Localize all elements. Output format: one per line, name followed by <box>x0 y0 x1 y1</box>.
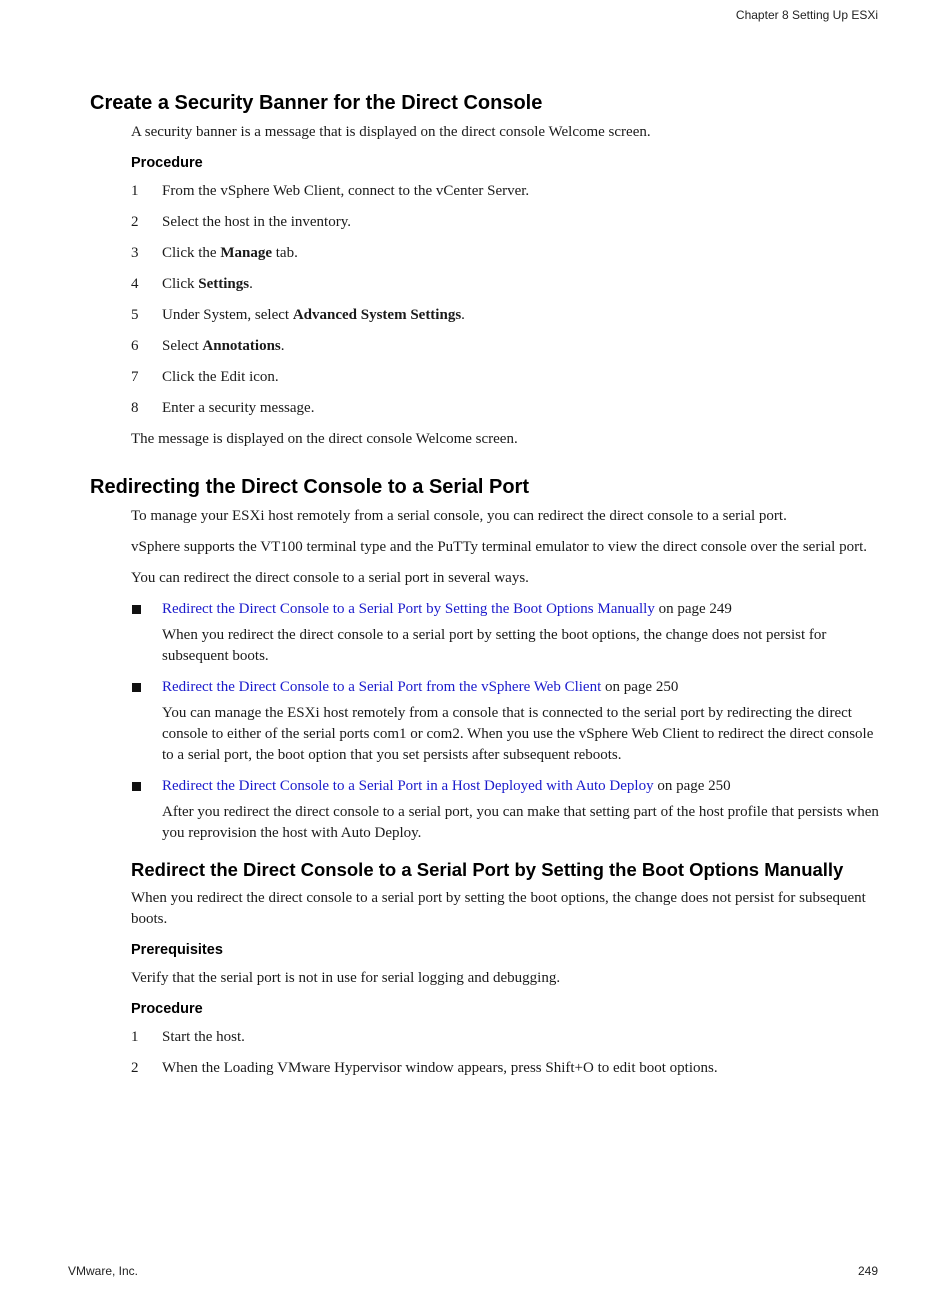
page-number: 249 <box>857 1264 878 1278</box>
procedure-heading: Procedure <box>131 155 203 171</box>
security-banner-steps <box>131 181 880 419</box>
page-content <box>90 90 880 1089</box>
list-item: Redirect the Direct Console to a Serial Port from the vSphere Web Client on page 250 You can manage the ESXi host remotely from a console that is connected to the serial port by redirecting the direct console to either of the serial ports com1 or com2. When you use the vSphere Web Client to redirect the direct console to a serial port, the boot option that you set persists after subsequent reboots. <box>131 677 880 766</box>
prerequisites-text: Verify that the serial port is not in use for serial logging and debugging. <box>131 970 561 986</box>
step-item: 8 Enter a security message. <box>131 400 315 416</box>
xref-link-web-client[interactable]: Redirect the Direct Console to a Serial Port from the vSphere Web Client <box>162 679 602 695</box>
step-item: 4 Click Settings. <box>131 276 253 292</box>
step-item: 6 Select Annotations. <box>131 338 285 354</box>
list-item-description: When you redirect the direct console to a serial port by setting the boot options, the change does not persist for subsequent boots. <box>162 627 827 664</box>
footer-company: VMware, Inc. <box>68 1264 139 1278</box>
bullet-square-icon <box>132 782 141 791</box>
step-item: 1 From the vSphere Web Client, connect to the vCenter Server. <box>131 183 530 199</box>
redirect-para-3: You can redirect the direct console to a serial port in several ways. <box>131 570 529 586</box>
boot-options-intro: When you redirect the direct console to a serial port by setting the boot options, the change does not persist for subsequent boots. <box>131 890 866 927</box>
running-footer <box>68 1264 878 1278</box>
step-item: 1 Start the host. <box>131 1029 245 1045</box>
subsection-title-boot-options: Redirect the Direct Console to a Serial Port by Setting the Boot Options Manually <box>131 859 844 880</box>
redirect-para-2: vSphere supports the VT100 terminal type and the PuTTy terminal emulator to view the direct console over the serial port. <box>131 539 867 555</box>
boot-options-steps <box>131 1027 880 1079</box>
list-item: Redirect the Direct Console to a Serial Port by Setting the Boot Options Manually on page 249 When you redirect the direct console to a serial port by setting the boot options, the change does not persist for subsequent boots. <box>131 599 880 667</box>
xref-link-boot-options[interactable]: Redirect the Direct Console to a Serial Port by Setting the Boot Options Manually <box>162 601 655 617</box>
section-title-redirecting-console: Redirecting the Direct Console to a Serial Port <box>90 476 529 498</box>
running-header: Chapter 8 Setting Up ESXi <box>735 8 878 22</box>
bullet-square-icon <box>132 605 141 614</box>
list-item-description: You can manage the ESXi host remotely from a console that is connected to the serial port by redirecting the direct console to either of the serial ports com1 or com2. When you use the vSphere Web Client to redirect the direct console to a serial port, the boot option that you set persists after subsequent reboots. <box>162 705 874 763</box>
list-item: Redirect the Direct Console to a Serial Port in a Host Deployed with Auto Deploy on page 250 After you redirect the direct console to a serial port, you can make that setting part of the host profile that persists when you reprovision the host with Auto Deploy. <box>131 776 880 844</box>
security-banner-intro: A security banner is a message that is displayed on the direct console Welcome screen. <box>131 124 651 140</box>
bullet-square-icon <box>132 683 141 692</box>
redirect-methods-list <box>131 599 880 844</box>
step-item: 5 Under System, select Advanced System Settings. <box>131 307 465 323</box>
step-item: 7 Click the Edit icon. <box>131 369 279 385</box>
section-title-security-banner: Create a Security Banner for the Direct Console <box>90 92 543 114</box>
list-item-description: After you redirect the direct console to a serial port, you can make that setting part of the host profile that persists when you reprovision the host with Auto Deploy. <box>162 804 879 841</box>
step-item: 2 When the Loading VMware Hypervisor window appears, press Shift+O to edit boot options. <box>131 1060 718 1076</box>
procedure-heading: Procedure <box>131 1001 203 1017</box>
xref-link-auto-deploy[interactable]: Redirect the Direct Console to a Serial Port in a Host Deployed with Auto Deploy <box>162 778 654 794</box>
redirect-para-1: To manage your ESXi host remotely from a serial console, you can redirect the direct console to a serial port. <box>131 508 787 524</box>
security-banner-result: The message is displayed on the direct console Welcome screen. <box>131 431 518 447</box>
step-item: 3 Click the Manage tab. <box>131 245 298 261</box>
step-item: 2 Select the host in the inventory. <box>131 214 351 230</box>
prerequisites-heading: Prerequisites <box>131 942 223 958</box>
